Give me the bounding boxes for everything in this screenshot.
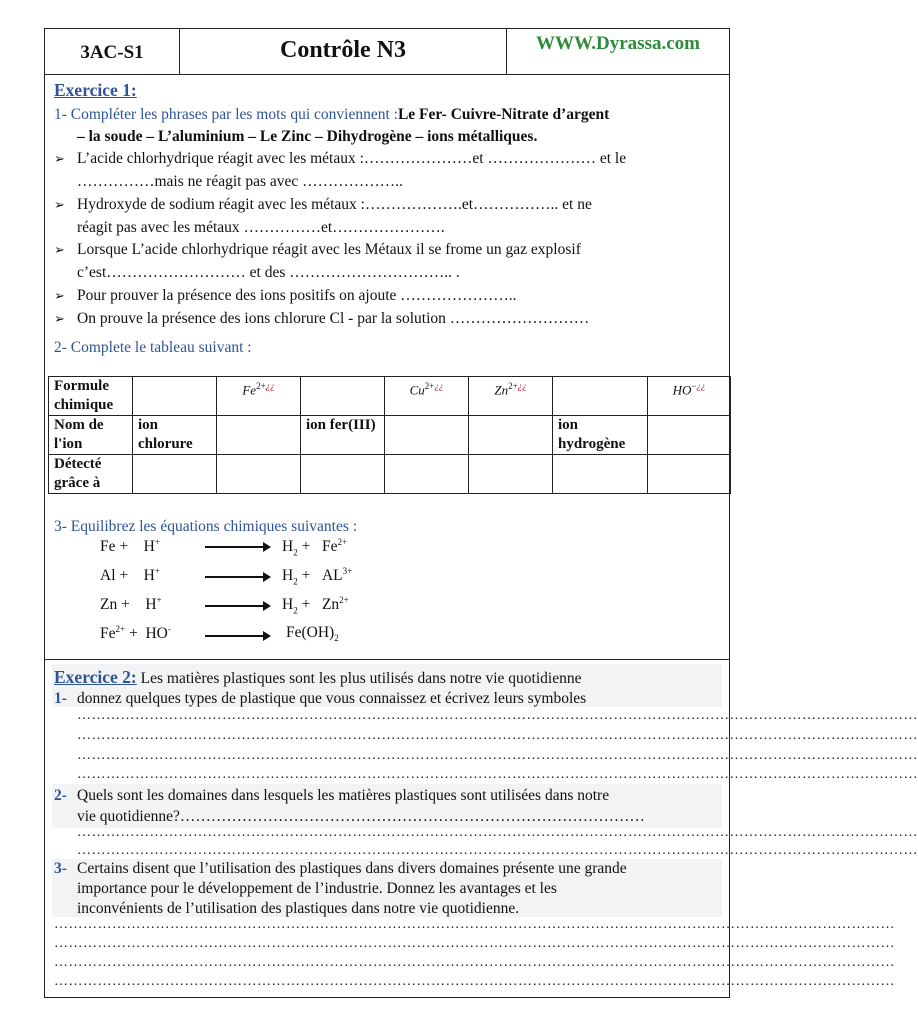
table-row	[49, 455, 731, 494]
row-label-name: Nom de l'ion	[49, 416, 133, 455]
answer-line[interactable]: …………………………………………………………………………………………………………………………………………………………	[54, 936, 895, 951]
answer-line[interactable]: …………………………………………………………………………………………………………………………………………………………	[54, 974, 895, 989]
table-cell[interactable]	[469, 416, 553, 455]
ex1-q1-words: – la soude – L’aluminium – Le Zinc – Dihydrogène – ions métalliques.	[77, 128, 538, 145]
bullet-arrow-icon: ➢	[54, 197, 65, 212]
eq1-right: $H_2$ + $Fe^{2+}$	[282, 537, 348, 558]
ex1-q3: 3- Equilibrez les équations chimiques suivantes :	[54, 518, 358, 535]
ex1-q2: 2- Complete le tableau suivant :	[54, 339, 252, 356]
answer-line[interactable]: …………………………………………………………………………………………………………………………………………………………	[77, 767, 918, 782]
ex2-q3a: Certains disent que l’utilisation des plastiques dans divers domaines présente une grande	[77, 860, 627, 877]
bullet-arrow-icon: ➢	[54, 288, 65, 303]
ion-fer: ion fer(III)	[301, 416, 385, 455]
formula-ho: HO−¿¿	[648, 377, 731, 416]
answer-line[interactable]: …………………………………………………………………………………………………………………………………………………………	[77, 825, 918, 840]
ex2-q1-num: 1-	[54, 690, 67, 707]
bullet-arrow-icon: ➢	[54, 242, 65, 257]
eq2-right: $H_2$ + $AL^{3+}$	[282, 566, 353, 587]
reaction-arrow-icon	[205, 576, 265, 578]
table-cell[interactable]	[385, 455, 469, 494]
ion-chlorure: ion chlorure	[133, 416, 217, 455]
ex1-s4: Pour prouver la présence des ions positifs on ajoute …………………..	[77, 287, 517, 304]
table-cell[interactable]	[301, 377, 385, 416]
site-link[interactable]: WWW.Dyrassa.com	[536, 33, 700, 54]
ex2-q1: donnez quelques types de plastique que vous connaissez et écrivez leurs symboles	[77, 690, 587, 707]
table-row	[49, 377, 731, 416]
ex2-q3-num: 3-	[54, 860, 67, 877]
table-cell[interactable]	[553, 455, 648, 494]
ex1-s3b: c’est……………………… et des ………………………….. .	[77, 264, 460, 281]
ex2-q2b: vie quotidienne?………………………………………………………………………………	[77, 808, 645, 825]
eq1-left: Fe + H+	[100, 537, 160, 556]
formula-zn: $Zn^{2+¿¿}$	[469, 377, 553, 416]
formula-fe: $Fe^{2+¿¿}$	[217, 377, 301, 416]
table-cell[interactable]	[469, 455, 553, 494]
bullet-arrow-icon: ➢	[54, 151, 65, 166]
ions-table	[48, 376, 731, 494]
ex1-q1: 1- Compléter les phrases par les mots qui conviennent :Le Fer- Cuivre-Nitrate d’argent	[54, 106, 610, 123]
answer-line[interactable]: …………………………………………………………………………………………………………………………………………………………	[77, 748, 918, 763]
ex1-s1b: ……………mais ne réagit pas avec ………………..	[77, 173, 403, 190]
eq3-right: $H_2$ + $Zn^{2+}$	[282, 595, 349, 616]
exam-title: Contrôle N3	[180, 29, 507, 74]
answer-line[interactable]: …………………………………………………………………………………………………………………………………………………………	[77, 708, 918, 723]
class-code: 3AC-S1	[45, 29, 180, 74]
table-cell[interactable]	[217, 455, 301, 494]
row-label-formula: Formule chimique	[49, 377, 133, 416]
ex2-q3b: importance pour le développement de l’industrie. Donnez les avantages et les	[77, 880, 557, 897]
table-cell[interactable]	[648, 416, 731, 455]
ex2-q2-num: 2-	[54, 787, 67, 804]
answer-line[interactable]: …………………………………………………………………………………………………………………………………………………………	[54, 955, 895, 970]
table-cell[interactable]	[553, 377, 648, 416]
table-cell[interactable]	[648, 455, 731, 494]
eq4-right: $Fe(OH)_2$	[286, 624, 339, 644]
eq2-left: Al + H+	[100, 566, 160, 585]
ex1-s1a: L’acide chlorhydrique réagit avec les métaux :…………………et ………………… et le	[77, 150, 627, 167]
table-cell[interactable]	[217, 416, 301, 455]
ex2-intro: Exercice 2: Les matières plastiques sont les plus utilisés dans notre vie quotidienne	[54, 667, 582, 687]
answer-line[interactable]: …………………………………………………………………………………………………………………………………………………………	[77, 843, 918, 858]
table-cell[interactable]	[133, 377, 217, 416]
ex2-q3c: inconvénients de l’utilisation des plastiques dans notre vie quotidienne.	[77, 900, 520, 917]
reaction-arrow-icon	[205, 546, 265, 548]
bullet-arrow-icon: ➢	[54, 311, 65, 326]
exam-sheet	[44, 28, 918, 998]
reaction-arrow-icon	[205, 605, 265, 607]
answer-line[interactable]: …………………………………………………………………………………………………………………………………………………………	[77, 728, 918, 743]
row-label-detected: Détecté grâce à	[49, 455, 133, 494]
eq3-left: Zn + H+	[100, 595, 162, 614]
ex1-s3a: Lorsque L’acide chlorhydrique réagit avec les Métaux il se frome un gaz explosif	[77, 241, 581, 258]
ex2-q2a: Quels sont les domaines dans lesquels les matières plastiques sont utilisées dans notre	[77, 787, 610, 804]
answer-line[interactable]: …………………………………………………………………………………………………………………………………………………………	[54, 917, 895, 932]
ex1-s2b: réagit pas avec les métaux ……………et………………….	[77, 219, 445, 236]
reaction-arrow-icon	[205, 635, 265, 637]
section-divider	[45, 659, 729, 660]
header-table	[45, 29, 729, 75]
ex1-s2a: Hydroxyde de sodium réagit avec les métaux :……………….et…………….. et ne	[77, 196, 592, 213]
ex1-s5: On prouve la présence des ions chlorure Cl - par la solution ………………………	[77, 310, 590, 327]
ex1-title: Exercice 1:	[54, 80, 137, 100]
table-row	[49, 416, 731, 455]
table-cell[interactable]	[301, 455, 385, 494]
eq4-left: $Fe^{2+} + HO^-$	[100, 624, 171, 643]
table-cell[interactable]	[385, 416, 469, 455]
table-cell[interactable]	[133, 455, 217, 494]
formula-cu: $Cu^{2+¿¿}$	[385, 377, 469, 416]
ion-hydrogene: ion hydrogène	[553, 416, 648, 455]
